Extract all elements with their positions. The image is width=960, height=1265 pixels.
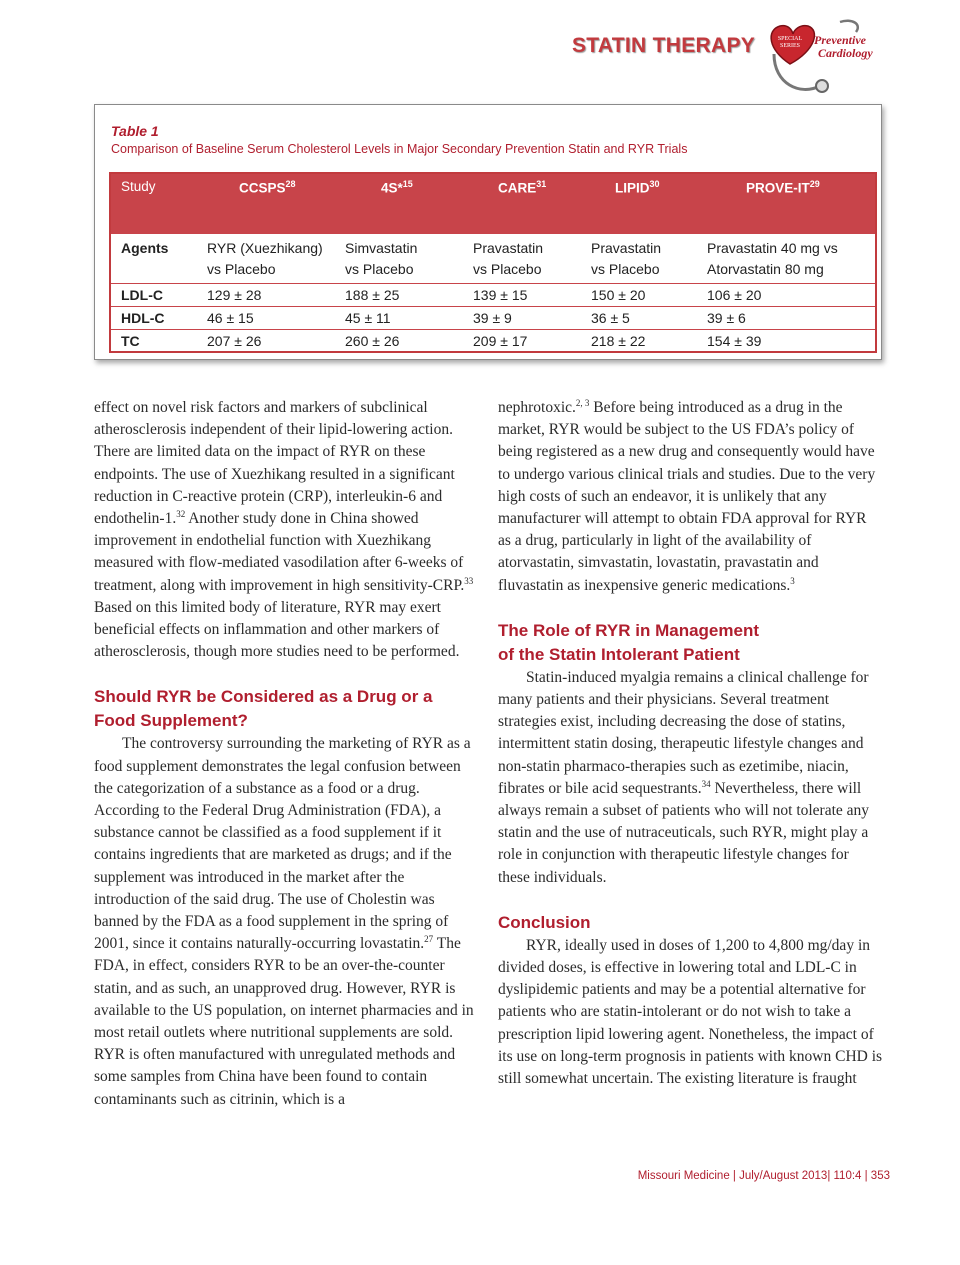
body-paragraph: effect on novel risk factors and markers of subclinical atherosclerosis independent of their lipid-lowering action. There are limited data on the impact of RYR on these endpoints. The use of Xuezhikang resulted in a significant reduction in C-reactive protein (CRP), interleukin-6 and endothelin-1.32 Another study done in China showed improvement in endothelial function with Xuezhikang measured with flow-mediated vasodilation after 6-weeks of treatment, along with improvement in high sensitivity-CRP.$^{33}$ Based on this limited body of literature, RYR may exert beneficial effects on inflammation and other markers of atherosclerosis, though more studies need to be performed. [94, 399, 474, 661]
table-cell: Simvastatin vs Placebo [345, 240, 418, 277]
table-cell: 129 ± 28 [207, 287, 262, 303]
header-study: Study [121, 179, 156, 194]
table-row-hdl [111, 307, 875, 330]
table-row-agents [111, 234, 875, 284]
series-title: STATIN THERAPY [572, 34, 756, 57]
table-cell: RYR (Xuezhikang) vs Placebo [207, 240, 323, 277]
body-paragraph: Statin-induced myalgia remains a clinical challenge for many patients and their physicians. Several treatment strategies exist, including decreasing the dose of statins, intermittent statin dosing, therapeutic lifestyle changes and non-statin pharmaco-therapies such as ezetimibe, niacin, fibrates or bile acid sequestrants.$^{34}$ Nevertheless, there will always remain a subset of patients who will not tolerate any statin and the use of nutraceuticals, such RYR, might play a role in conjunction with therapeutic lifestyle changes for these individuals. [498, 668, 870, 886]
row-label: LDL-C [121, 287, 163, 303]
section-heading-drug-or-food: Should RYR be Considered as a Drug or a Food Supplement? [94, 687, 433, 731]
table-figure [94, 104, 882, 360]
right-column [498, 397, 883, 1090]
table-cell: Pravastatin vs Placebo [591, 240, 662, 277]
header-4s: 4S*$^{15}$ [381, 179, 413, 196]
table-row-ldl [111, 284, 875, 307]
table-cell: 154 ± 39 [707, 333, 762, 349]
table-cell: Pravastatin vs Placebo [473, 240, 544, 277]
header-lipid: LIPID$^{30}$ [615, 179, 660, 196]
row-label: TC [121, 333, 140, 349]
table-cell: 188 ± 25 [345, 287, 400, 303]
preventive-cardiology-logo [760, 14, 880, 98]
left-column [94, 397, 474, 1111]
table-caption: Comparison of Baseline Serum Cholesterol Levels in Major Secondary Prevention Statin and RYR Trials [111, 142, 688, 156]
header-ccsps: CCSPS$^{28}$ [239, 179, 296, 196]
table-cell: 39 ± 9 [473, 310, 512, 326]
table-header-row [111, 174, 875, 234]
section-heading-statin-intolerant: The Role of RYR in Management of the Statin Intolerant Patient [498, 620, 760, 664]
row-label: Agents [121, 240, 169, 256]
table-cell: 46 ± 15 [207, 310, 254, 326]
table-cell: 150 ± 20 [591, 287, 646, 303]
page-footer: Missouri Medicine | July/August 2013| 110:4 | 353 [637, 1170, 890, 1182]
body-paragraph: RYR, ideally used in doses of 1,200 to 4,800 mg/day in divided doses, is effective in lowering total and LDL-C in dyslipidemic patients and may be a potential alternative for patients who are statin-intolerant or do not wish to take a prescription lipid lowering agent. Nonetheless, the impact of its use on long-term prognosis in patients with known CHD is still somewhat uncertain. The existing literature is fraught [498, 936, 883, 1088]
logo-line2: Cardiology [818, 46, 873, 60]
logo-line1: Preventive [814, 33, 866, 47]
table-cell: 207 ± 26 [207, 333, 262, 349]
table-cell: 45 ± 11 [345, 310, 391, 326]
table-cell: 209 ± 17 [473, 333, 528, 349]
table-cell: 36 ± 5 [591, 310, 630, 326]
table-cell: 139 ± 15 [473, 287, 528, 303]
logo-badge-line2: SERIES [779, 43, 801, 49]
logo-badge-line1: SPECIAL [777, 36, 803, 42]
table-row-tc [111, 330, 875, 351]
body-paragraph: nephrotoxic.$^{2, 3}$ Before being introduced as a drug in the market, RYR would be subject to the US FDA’s policy of being registered as a new drug and consequently would have to undergo various clinical trials and studies. Due to the very high costs of such an endeavor, it is unlikely that any manufacturer will attempt to obtain FDA approval for RYR as a drug, particularly in light of the availability of atorvastatin, simvastatin, lovastatin, pravastatin and fluvastatin as inexpensive generic medications.$^3$ [498, 398, 876, 594]
body-paragraph: The controversy surrounding the marketing of RYR as a food supplement demonstrates the legal confusion between the categorization of a substance as a food or a drug. According to the Federal Drug Administration (FDA), a substance cannot be classified as a food supplement if it contains ingredients that are marketed as drugs; and if the supplement was introduced in the market after the introduction of the said drug. The use of Cholestin was banned by the FDA as a food supplement in the spring of 2001, since it contains naturally-occurring lovastatin.$^{27}$ The FDA, in effect, considers RYR to be an over-the-counter statin, and as such, an unapproved drug. However, RYR is available to the US population, on internet pharmacies and in most retail outlets where nutritional supplements are sold. RYR is often manufactured with unregulated methods and some samples from China have been found to contain contaminants such as citrinin, which is a [94, 735, 474, 1108]
section-heading-conclusion: Conclusion [498, 912, 591, 932]
table-cell: 218 ± 22 [591, 333, 646, 349]
row-label: HDL-C [121, 310, 165, 326]
cholesterol-table [109, 172, 877, 353]
table-cell: 106 ± 20 [707, 287, 762, 303]
table-cell: 260 ± 26 [345, 333, 400, 349]
table-label: Table 1 [111, 123, 159, 139]
header-prove-it: PROVE-IT$^{29}$ [746, 179, 820, 196]
table-cell: Pravastatin 40 mg vs Atorvastatin 80 mg [707, 240, 838, 277]
header-care: CARE$^{31}$ [498, 179, 547, 196]
table-cell: 39 ± 6 [707, 310, 746, 326]
